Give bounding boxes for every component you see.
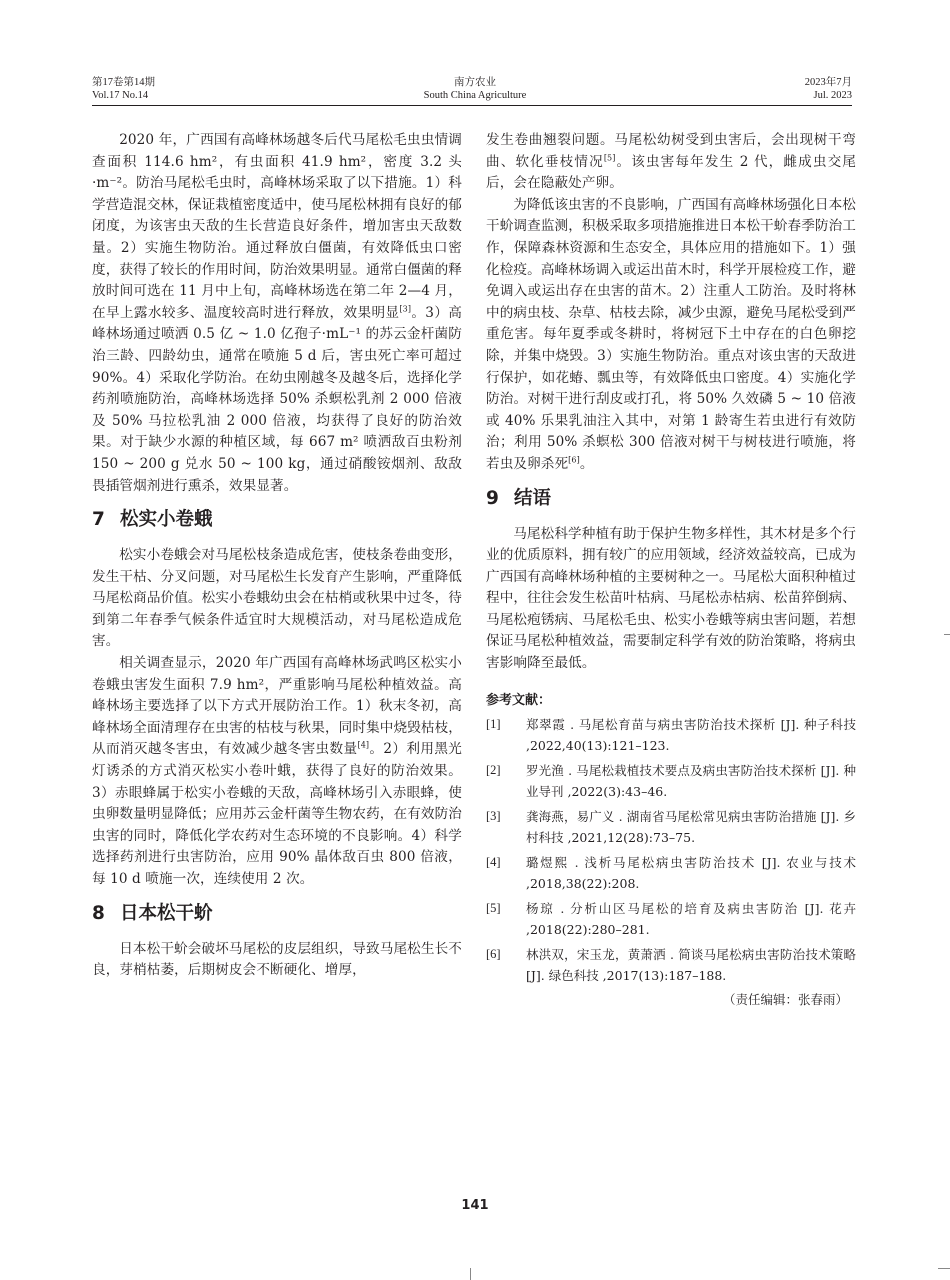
reference-list — [486, 714, 856, 986]
journal-cn: 南方农业 — [454, 77, 496, 88]
section-heading-7: 7 松实小卷蛾 — [92, 509, 213, 531]
citation: [3] — [399, 304, 412, 314]
paragraph: 日本松干蚧会破坏马尾松的皮层组织，导致马尾松生长不良，芽梢枯萎，后期树皮会不断硬化、增厚， — [92, 940, 462, 979]
paragraph: 相关调查显示，2020 年广西国有高峰林场武鸣区松实小卷蛾虫害发生面积 7.9 hm²，严重影响马尾松种植效益。高峰林场主要选择了以下方式开展防治工作。1）秋末冬初，高峰林场全面清理存在虫害的枯枝与秋果，同时集中烧毁枯枝，从而消灭越冬害虫，有效减少越冬害虫数量[4]。2）利用黑光灯诱杀的方式消灭松实小卷叶蛾，获得了良好的防治效果。3）赤眼蜂属于松实小卷蛾的天敌，高峰林场引入赤眼蜂，使虫卵数量明显降低；应用苏云金杆菌等生物农药，在有效防治虫害的同时，降低化学农药对生态环境的不良影响。4）科学选择药剂进行虫害防治，应用 90% 晶体敌百虫 800 倍液，每 10 d 喷施一次，连续使用 2 次。 — [92, 655, 462, 887]
crop-mark — [938, 1268, 950, 1269]
reference-item: [5] 杨琼 . 分析山区马尾松的培育及病虫害防治 [J]. 花卉 ,2018(22):280–281. — [486, 900, 856, 937]
section-heading-9: 9 结语 — [486, 487, 552, 509]
paragraph: 松实小卷蛾会对马尾松枝条造成危害，使枝条卷曲变形，发生干枯、分叉问题，对马尾松生长发育产生影响，严重降低马尾松商品价值。松实小卷蛾幼虫会在枯梢或秋果中过冬，待到第二年春季气候条件适宜时大规模活动，对马尾松造成危害。 — [92, 547, 462, 650]
reference-item: [4] 璐煜熙 . 浅析马尾松病虫害防治技术 [J]. 农业与技术 ,2018,38(22):208. — [486, 854, 856, 891]
section-heading-8: 8 日本松干蚧 — [92, 902, 213, 924]
paragraph: 2020 年，广西国有高峰林场越冬后代马尾松毛虫虫情调查面积 114.6 hm²，有虫面积 41.9 hm²，密度 3.2 头·m⁻²。防治马尾松毛虫时，高峰林场采取了以下措施。1）科学营造混交林，保证栽植密度适中，使马尾松林拥有良好的郁闭度，为该害虫天敌的生长营造良好条件，增加害虫天敌数量。2）实施生物防治。通过释放白僵菌，有效降低虫口密度，获得了较长的作用时间，防治效果明显。通常白僵菌的释放时间可选在 11 月中上旬，高峰林场选在第二年 2—4 月，在早上露水较多、温度较高时进行释放，效果明显[3]。3）高峰林场通过喷洒 0.5 亿 ~ 1.0 亿孢子·mL⁻¹ 的苏云金杆菌防治三龄、四龄幼虫，通常在喷施 5 d 后，害虫死亡率可超过 90%。4）采取化学防治。在幼虫刚越冬及越冬后，选择化学药剂喷施防治，高峰林场选择 50% 杀螟松乳剂 2 000 倍液及 50% 马拉松乳油 2 000 倍液，均获得了良好的防治效果。对于缺少水源的种植区域，每 667 m² 喷洒敌百虫粉剂 150 ~ 200 g 兑水 50 ~ 100 kg，通过硝酸铵烟剂、敌敌畏插管烟剂进行熏杀，效果显著。 — [92, 132, 462, 494]
paragraph: 发生卷曲翘裂问题。马尾松幼树受到虫害后，会出现树干弯曲、软化垂枝情况[5]。该虫害每年发生 2 代，雌成虫交尾后，会在隐蔽处产卵。 — [486, 132, 856, 192]
volume-cn: 第17卷第14期 — [92, 77, 155, 88]
paragraph: 为降低该虫害的不良影响，广西国有高峰林场强化日本松干蚧调查监测，积极采取多项措施推进日本松干蚧春季防治工作，保障森林资源和生态安全，具体应用的措施如下。1）强化检疫。高峰林场调入或运出苗木时，科学开展检疫工作，避免调入或运出存在虫害的苗木。2）注重人工防治。及时将林中的病虫枝、杂草、枯枝去除，减少虫源，避免马尾松受到严重危害。每年夏季或冬耕时，将树冠下土中存在的白色卵挖除，并集中烧毁。3）实施生物防治。重点对该虫害的天敌进行保护，如花蝽、瓢虫等，有效降低虫口密度。4）实施化学防治。对树干进行刮皮或打孔，将 50% 久效磷 5 ~ 10 倍液或 40% 乐果乳油注入其中，对第 1 龄寄生若虫进行有效防治；利用 50% 杀螟松 300 倍液对树干与树枝进行喷施，将若虫及卵杀死[6]。 — [486, 196, 856, 472]
journal-en: South China Agriculture — [423, 90, 527, 101]
crop-mark — [944, 634, 950, 635]
running-header-right — [805, 76, 852, 102]
right-column — [486, 130, 856, 1010]
citation: [5] — [603, 153, 616, 163]
left-column — [92, 130, 462, 982]
citation: [4] — [357, 740, 370, 750]
responsible-editor: （责任编辑：张春雨） — [722, 991, 848, 1007]
volume-en: Vol.17 No.14 — [92, 90, 149, 101]
header-rule — [92, 105, 852, 106]
citation: [6] — [568, 455, 580, 465]
date-en: Jul. 2023 — [813, 90, 852, 101]
reference-item: [1] 郑翠霞 . 马尾松育苗与病虫害防治技术探析 [J]. 种子科技 ,2022,40(13):121–123. — [486, 716, 856, 753]
crop-mark — [470, 1268, 471, 1280]
reference-item: [2] 罗光渔 . 马尾松栽植技术要点及病虫害防治技术探析 [J]. 种业导刊 ,2022(3):43–46. — [486, 762, 856, 799]
page-number: 141 — [461, 1198, 489, 1213]
reference-item: [3] 龚海燕，易广义 . 湖南省马尾松常见病虫害防治措施 [J]. 乡村科技 ,2021,12(28):73–75. — [486, 808, 856, 845]
paragraph: 马尾松科学种植有助于保护生物多样性，其木材是多个行业的优质原料，拥有较广的应用领域，经济效益较高，已成为广西国有高峰林场种植的主要树种之一。马尾松大面积种植过程中，往往会发生松苗叶枯病、马尾松赤枯病、松苗猝倒病、马尾松疱锈病、马尾松毛虫、松实小卷蛾等病虫害问题，若想保证马尾松种植效益，需要制定科学有效的防治策略，将病虫害影响降至最低。 — [486, 525, 856, 672]
references-title: 参考文献： — [486, 692, 552, 708]
reference-item: [6] 林洪双，宋玉龙，黄萧洒 . 简谈马尾松病虫害防治技术策略 [J]. 绿色科技 ,2017(13):187–188. — [486, 946, 856, 983]
date-cn: 2023年7月 — [804, 77, 852, 88]
